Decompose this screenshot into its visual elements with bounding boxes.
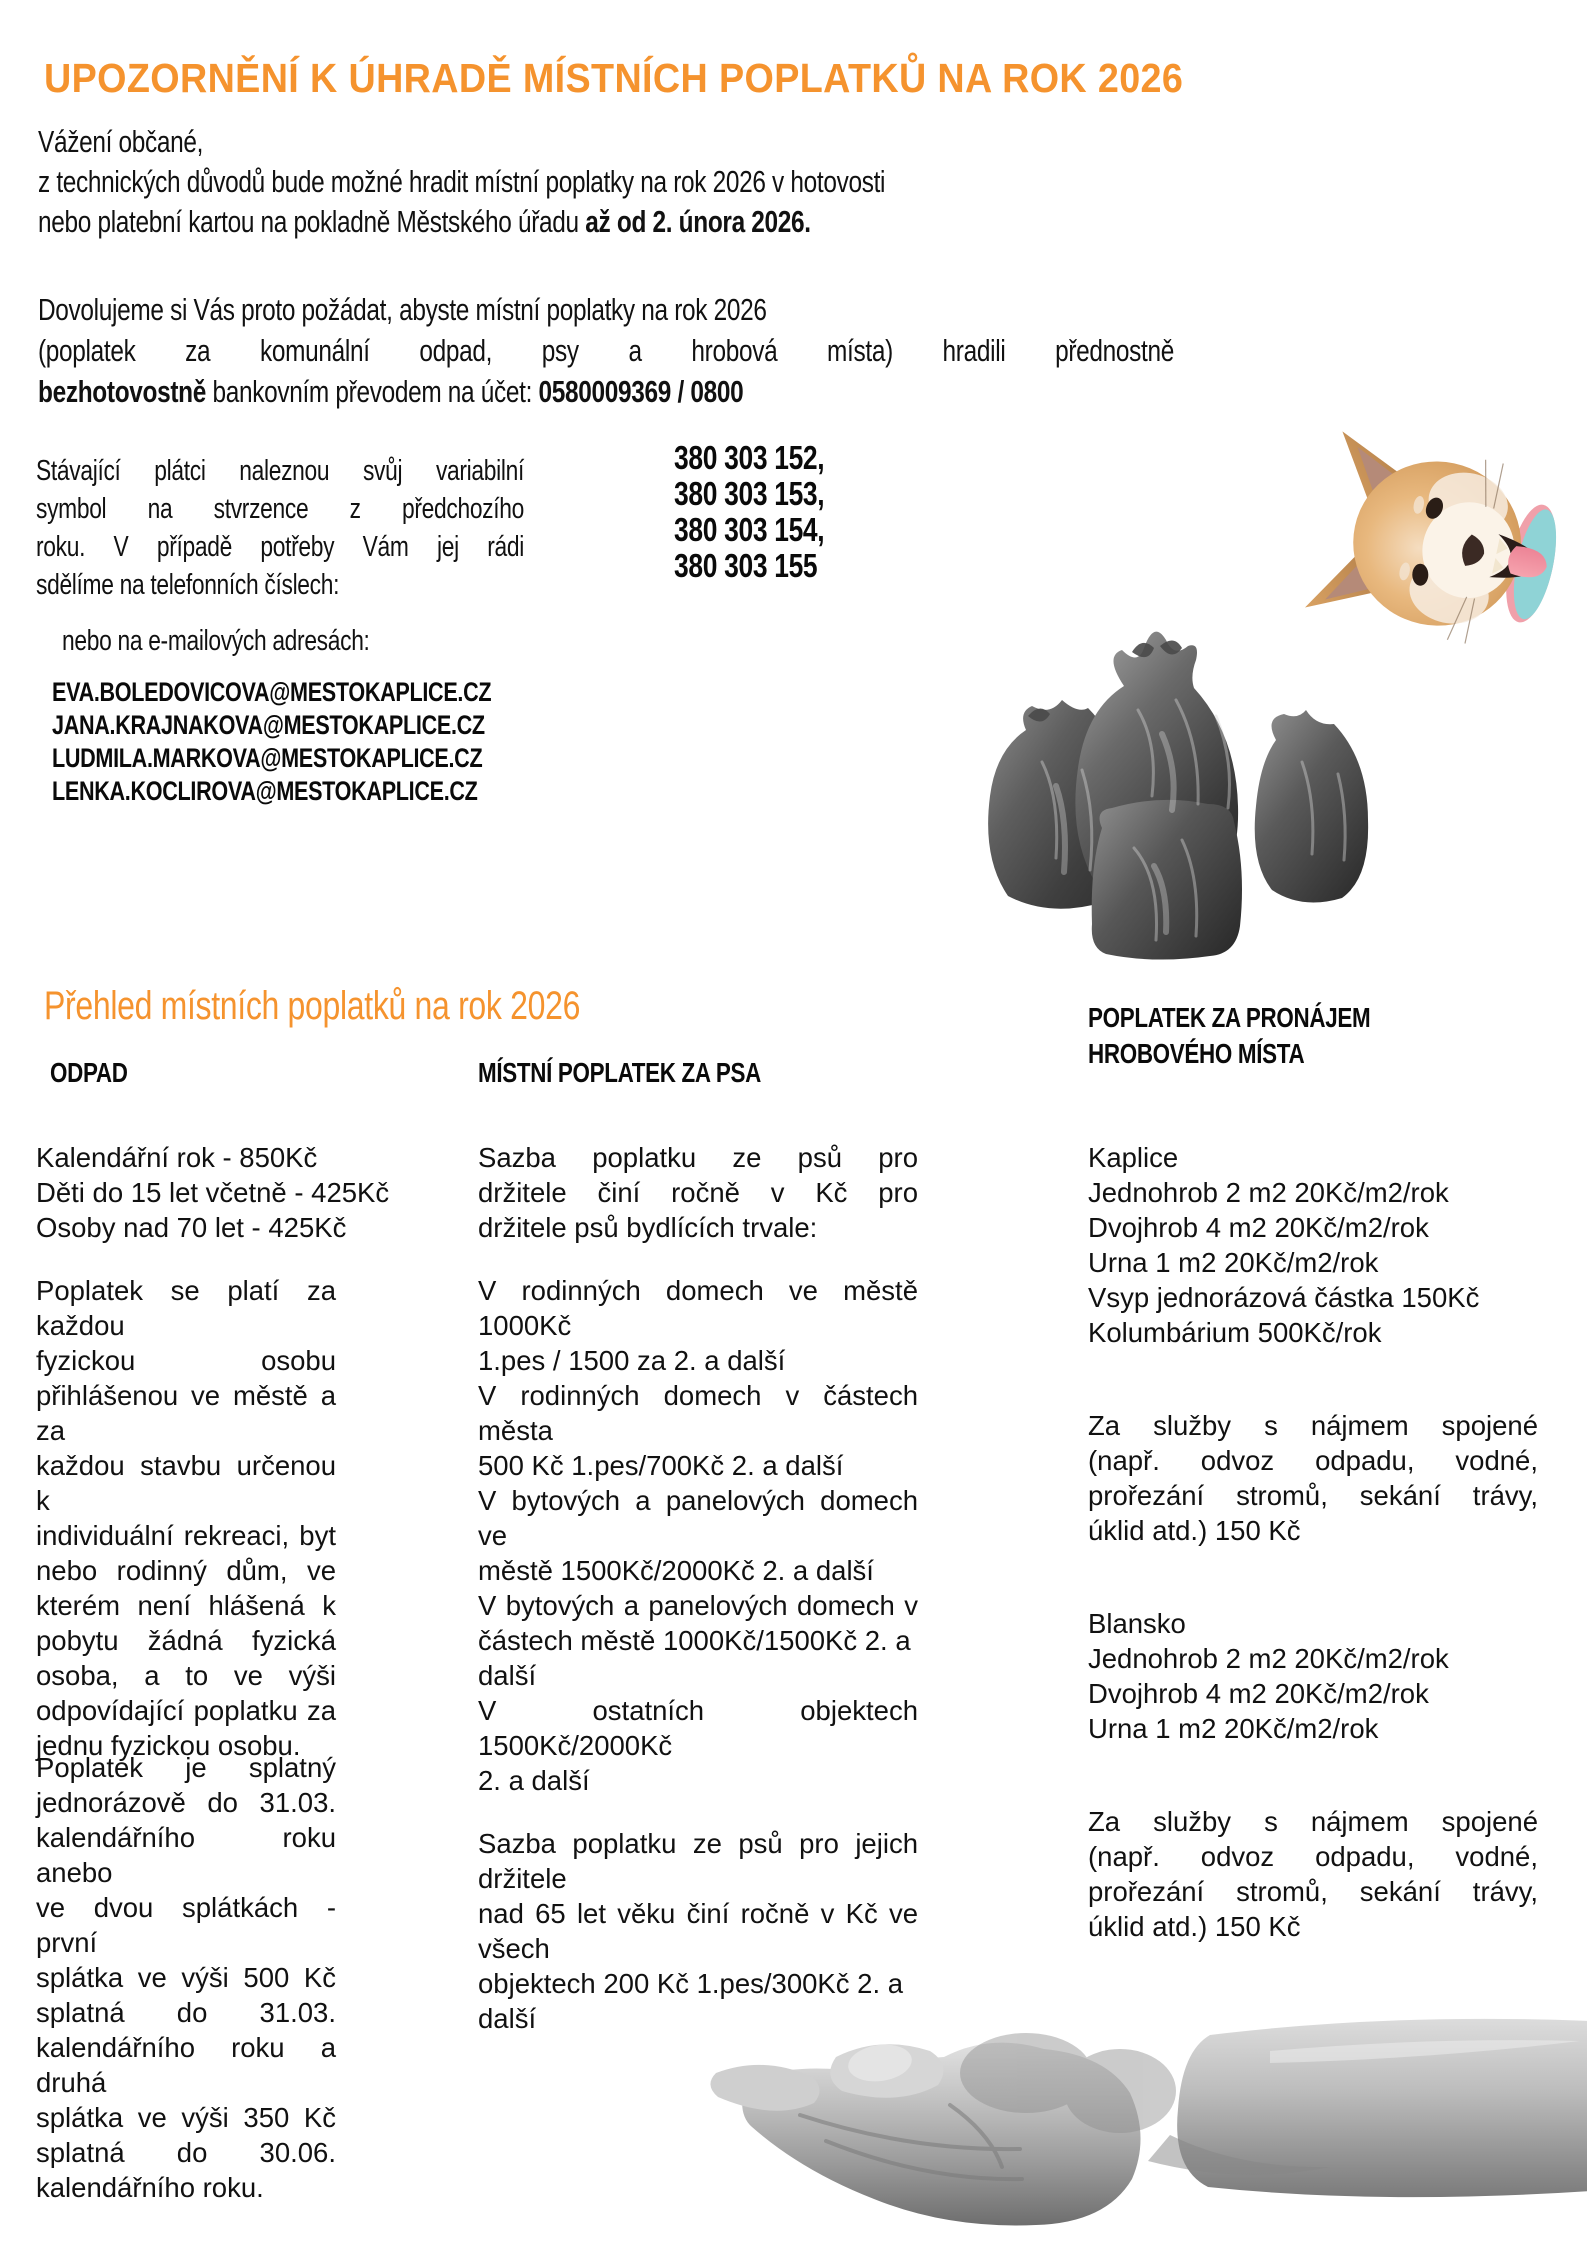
waste-desc-line: Poplatek se platí za každou	[36, 1275, 336, 1341]
dog-column-body	[478, 1140, 918, 2036]
grave-kaplice-line: Kolumbárium 500Kč/rok	[1088, 1317, 1382, 1348]
dog-intro-line-last: držitele psů bydlících trvale:	[478, 1212, 818, 1243]
grave-column-body	[1088, 1140, 1538, 1944]
intro-line-3-bold: až od 2. února 2026.	[585, 205, 811, 239]
vs-line-2: symbol na stvrzence z předchozího	[36, 493, 524, 525]
grave-blansko-line: Dvojhrob 4 m2 20Kč/m2/rok	[1088, 1678, 1429, 1709]
emails-label: nebo na e-mailových adresách:	[62, 625, 370, 657]
waste-payment-terms	[36, 1750, 336, 2205]
waste-desc-line: nebo rodinný dům, ve	[36, 1555, 336, 1586]
column-heading-waste: ODPAD	[50, 1057, 128, 1088]
waste-desc-line: kterém není hlášená k	[36, 1590, 336, 1621]
waste-pay-line: Poplatek je splatný	[36, 1752, 336, 1783]
intro-paragraph-2	[38, 290, 1458, 413]
grave-blansko-line: Jednohrob 2 m2 20Kč/m2/rok	[1088, 1643, 1449, 1674]
grave-blansko-service-last: úklid atd.) 150 Kč	[1088, 1911, 1301, 1942]
dog-intro-line: držitele činí ročně v Kč pro	[478, 1177, 918, 1208]
dog-senior-line: Sazba poplatku ze psů pro jejich držitele	[478, 1828, 918, 1894]
column-heading-grave	[1088, 1000, 1441, 1072]
waste-pay-line: kalendářního roku anebo	[36, 1822, 336, 1888]
grave-blansko-line: Blansko	[1088, 1608, 1186, 1639]
transfer-text: bankovním převodem na účet:	[206, 375, 539, 409]
grave-kaplice-line: Jednohrob 2 m2 20Kč/m2/rok	[1088, 1177, 1449, 1208]
dog-rate-line: městě 1500Kč/2000Kč 2. a další	[478, 1555, 874, 1586]
grave-kaplice-rates	[1088, 1140, 1538, 1350]
salutation: Vážení občané,	[38, 125, 204, 159]
grave-kaplice-service-last: úklid atd.) 150 Kč	[1088, 1515, 1301, 1546]
grave-kaplice-service-line: (např. odvoz odpadu, vodné,	[1088, 1445, 1538, 1476]
vs-line-1: Stávající plátci naleznou svůj variabilní	[36, 455, 524, 487]
dog-rates	[478, 1273, 918, 1798]
dog-rate-line: V bytových a panelových domech v	[478, 1590, 918, 1621]
dog-senior-line-last: objektech 200 Kč 1.pes/300Kč 2. a další	[478, 1968, 904, 2034]
waste-description	[36, 1273, 336, 1763]
column-heading-dog: MÍSTNÍ POPLATEK ZA PSA	[478, 1057, 761, 1088]
overview-title: Přehled místních poplatků na rok 2026	[44, 984, 581, 1028]
grave-kaplice-service-line: Za služby s nájmem spojené	[1088, 1410, 1538, 1441]
waste-column-body	[36, 1140, 390, 1763]
email-address[interactable]: JANA.KRAJNAKOVA@MESTOKAPLICE.CZ	[52, 710, 485, 740]
intro-paragraph-1	[38, 122, 1448, 242]
vs-line-4: sdělíme na telefonních číslech:	[36, 569, 340, 601]
request-line-2: (poplatek za komunální odpad, psy a hrobová místa) hradili přednostně	[38, 334, 1174, 368]
waste-desc-line-last: jednu fyzickou osobu.	[36, 1730, 301, 1761]
grave-heading-line-1: POPLATEK ZA PRONÁJEM	[1088, 1002, 1371, 1033]
waste-payment-paragraph	[36, 1750, 336, 2205]
waste-desc-line: fyzickou osobu	[36, 1345, 336, 1376]
phone-number: 380 303 153,	[674, 475, 825, 512]
grave-kaplice-line: Kaplice	[1088, 1142, 1179, 1173]
waste-rate: Kalendářní rok - 850Kč	[36, 1142, 318, 1173]
waste-pay-line: jednorázově do 31.03.	[36, 1787, 336, 1818]
phone-number: 380 303 154,	[674, 511, 825, 548]
intro-line-2: z technických důvodů bude možné hradit místní poplatky na rok 2026 v hotovosti	[38, 165, 886, 199]
waste-rate: Osoby nad 70 let - 425Kč	[36, 1212, 347, 1243]
grave-kaplice-service-line: prořezání stromů, sekání trávy,	[1088, 1480, 1538, 1511]
request-line-1: Dovolujeme si Vás proto požádat, abyste místní poplatky na rok 2026	[38, 293, 767, 327]
request-line-3	[38, 372, 1174, 413]
waste-pay-line-last: kalendářního roku.	[36, 2172, 264, 2203]
email-address[interactable]: LUDMILA.MARKOVA@MESTOKAPLICE.CZ	[52, 743, 483, 773]
email-address-list	[52, 676, 601, 808]
intro-line-3	[38, 202, 1166, 242]
dog-rate-line: V bytových a panelových domech ve	[478, 1485, 918, 1551]
cashless-bold: bezhotovostně	[38, 375, 206, 409]
waste-desc-line: osoba, a to ve výši	[36, 1660, 336, 1691]
waste-desc-line: odpovídající poplatku za	[36, 1695, 336, 1726]
grave-kaplice-services	[1088, 1408, 1538, 1548]
dog-rate-line: V rodinných domech ve městě 1000Kč	[478, 1275, 918, 1341]
dog-rate-line: částech městě 1000Kč/1500Kč 2. a další	[478, 1625, 911, 1691]
account-number: 0580009369 / 0800	[538, 375, 744, 409]
garbage-bags-photo	[876, 590, 1456, 970]
waste-desc-line: každou stavbu určenou k	[36, 1450, 336, 1516]
phone-number-list	[674, 440, 862, 584]
dog-rate-line: 2. a další	[478, 1765, 590, 1796]
dog-rate-line: V rodinných domech v částech města	[478, 1380, 918, 1446]
grave-blansko-service-line: (např. odvoz odpadu, vodné,	[1088, 1841, 1538, 1872]
grave-kaplice-line: Dvojhrob 4 m2 20Kč/m2/rok	[1088, 1212, 1429, 1243]
grave-blansko-line: Urna 1 m2 20Kč/m2/rok	[1088, 1713, 1379, 1744]
dog-rate-line: V ostatních objektech 1500Kč/2000Kč	[478, 1695, 918, 1761]
waste-pay-line: ve dvou splátkách - první	[36, 1892, 336, 1958]
waste-pay-line: splátka ve výši 350 Kč	[36, 2102, 336, 2133]
dog-intro	[478, 1140, 918, 1245]
waste-rate: Děti do 15 let včetně - 425Kč	[36, 1177, 390, 1208]
grave-blansko-service-line: prořezání stromů, sekání trávy,	[1088, 1876, 1538, 1907]
email-address[interactable]: LENKA.KOCLIROVA@MESTOKAPLICE.CZ	[52, 776, 478, 806]
phone-number: 380 303 152,	[674, 439, 825, 476]
open-hand-photo	[650, 1995, 1587, 2245]
grave-kaplice-line: Urna 1 m2 20Kč/m2/rok	[1088, 1247, 1379, 1278]
grave-heading-line-2: HROBOVÉHO MÍSTA	[1088, 1038, 1305, 1069]
waste-pay-line: splatná do 31.03.	[36, 1997, 336, 2028]
dog-senior-line: nad 65 let věku činí ročně v Kč ve všech	[478, 1898, 918, 1964]
waste-rates	[36, 1140, 390, 1245]
waste-pay-line: kalendářního roku a druhá	[36, 2032, 336, 2098]
waste-desc-line: pobytu žádná fyzická	[36, 1625, 336, 1656]
dog-intro-line: Sazba poplatku ze psů pro	[478, 1142, 918, 1173]
grave-blansko-service-line: Za služby s nájmem spojené	[1088, 1806, 1538, 1837]
phone-number: 380 303 155	[674, 547, 818, 584]
email-address[interactable]: EVA.BOLEDOVICOVA@MESTOKAPLICE.CZ	[52, 677, 492, 707]
waste-desc-line: individuální rekreaci, byt	[36, 1520, 336, 1551]
page-title: UPOZORNĚNÍ K ÚHRADĚ MÍSTNÍCH POPLATKŮ NA ROK 2026	[44, 55, 1184, 101]
waste-pay-line: splátka ve výši 500 Kč	[36, 1962, 336, 1993]
grave-blansko-rates	[1088, 1606, 1538, 1746]
dog-rate-line: 1.pes / 1500 za 2. a další	[478, 1345, 786, 1376]
grave-blansko-services	[1088, 1804, 1538, 1944]
waste-desc-line: přihlášenou ve městě a za	[36, 1380, 336, 1446]
grave-kaplice-line: Vsyp jednorázová částka 150Kč	[1088, 1282, 1480, 1313]
variable-symbol-text	[36, 452, 646, 604]
intro-line-3-prefix: nebo platební kartou na pokladně Městského úřadu	[38, 205, 586, 239]
dog-rate-line: 500 Kč 1.pes/700Kč 2. a další	[478, 1450, 844, 1481]
waste-pay-line: splatná do 30.06.	[36, 2137, 336, 2168]
vs-line-3: roku. V případě potřeby Vám jej rádi	[36, 531, 524, 563]
